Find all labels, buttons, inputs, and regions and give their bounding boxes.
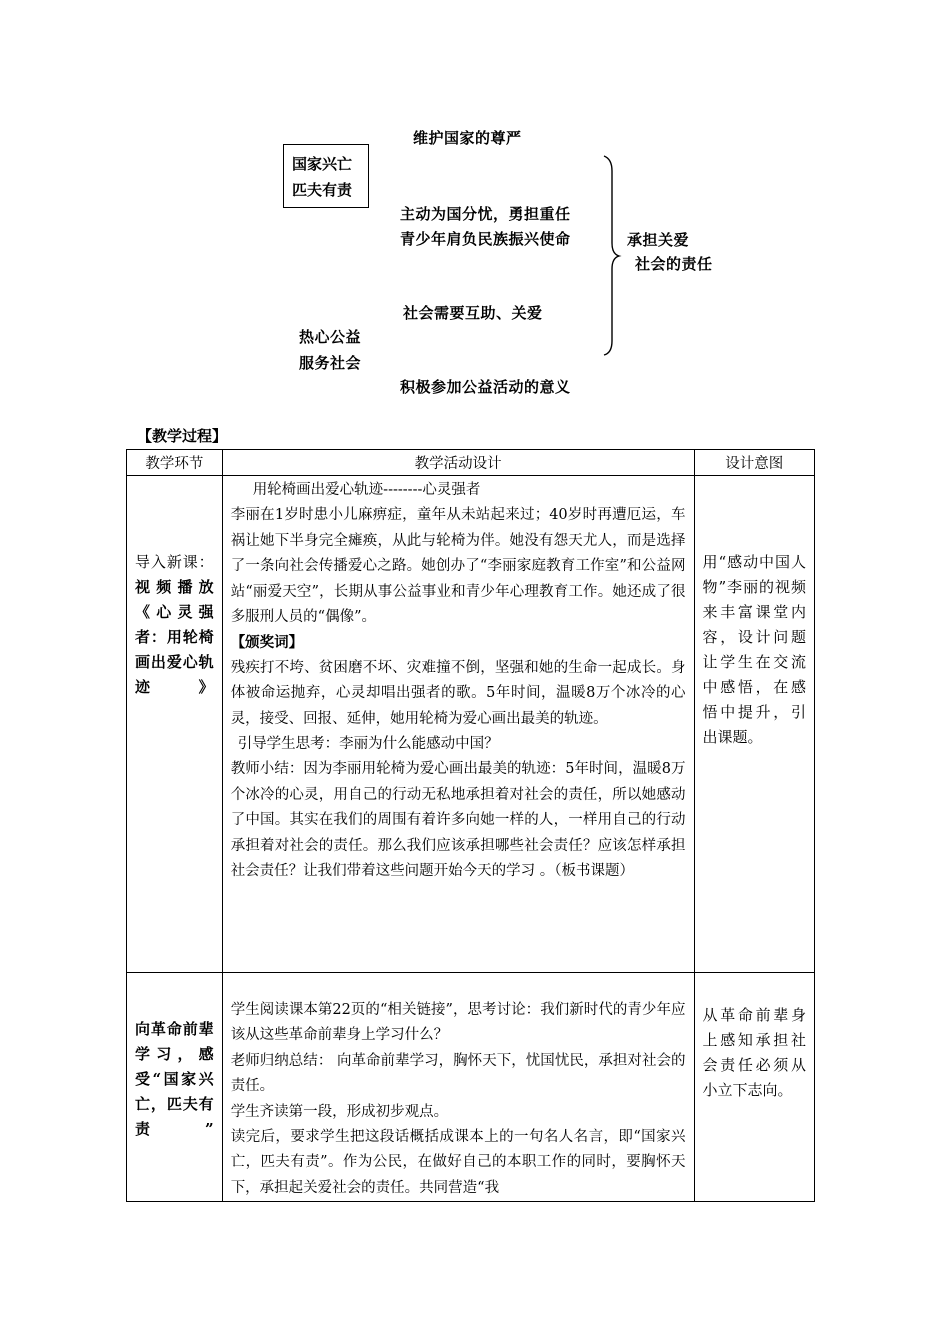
section-title: 【教学过程】 [137,427,228,445]
activity-story: 李丽在1岁时患小儿麻痹症，童年从未站起来过；40岁时再遭厄运，车祸让她下半身完全瘫痪，从此与轮椅为伴。她没有怨天尤人，而是选择了一条向社会传播爱心之路。她创办了“李丽家庭教育工作室”和公益网站“丽爱天空”，长期从事公益事业和青少年心理教育工作。她还成了很多服刑人员的“偶像”。 [230,507,686,626]
award-heading: 【颁奖词】 [230,634,304,652]
teacher-conclusion: 老师归纳总结： 向革命前辈学习，胸怀天下，忧国忧民，承担对社会的责任。 [230,1052,686,1095]
teacher-summary: 教师小结：因为李丽用轮椅为爱心画出最美的轨迹：5年时间，温暖8万个冰冷的心灵，用自己的行动无私地承担着对社会的责任，所以她感动了中国。其实在我们的周围有着许多向她一样的人，一样用自己的行动承担着对社会的责任。那么我们应该承担哪些社会责任？应该怎样承担社会责任？让我们带着这些问题开始今天的学习 。（板书课题） [230,761,686,880]
table-row [127,476,815,973]
stage-intro: 导入新课： [135,553,214,571]
activity-title: 用轮椅画出爱心轨迹--------心灵强者 [252,482,481,498]
diagram-item-youth-mission: 青少年肩负民族振兴使命 [400,230,571,248]
award-text: 残疾打不垮、贫困磨不坏、灾难撞不倒，坚强和她的生命一起成长。身体被命运抛弃，心灵却唱出强者的歌。5年时间，温暖8万个冰冷的心灵，接受、回报、延伸，她用轮椅为爱心画出最美的轨迹。 [230,659,686,727]
table-row [127,973,815,1202]
teaching-process-table [126,449,815,1202]
reading-task: 学生阅读课本第22页的“相关链接”，思考讨论：我们新时代的青少年应该从这些革命前辈身上学习什么？ [230,1002,686,1044]
diagram-item-mutual-help: 社会需要互助、关爱 [403,304,543,322]
box-line-2: 匹夫有责 [292,181,353,199]
box-line-1: 国家兴亡 [292,155,353,173]
header-stage: 教学环节 [127,450,223,476]
summary-task: 读完后，要求学生把这段话概括成课本上的一句名人名言，即“国家兴亡，匹夫有责”。作为公民，在做好自己的本职工作的同时，要胸怀天下，承担起关爱社会的责任。共同营造“我 [230,1129,686,1196]
activity-cell [222,476,694,973]
diagram-item-dignity: 维护国家的尊严 [413,129,522,147]
intent-cell: 用“感动中国人物”李丽的视频来丰富课堂内容，设计问题让学生在交流中感悟，在感悟中提升，引出课题。 [694,476,815,973]
header-activity: 教学活动设计 [222,450,694,476]
diagram-right-line-1: 承担关爱 [627,231,690,249]
activity-cell [222,973,694,1202]
diagram-item-public-welfare: 积极参加公益活动的意义 [400,378,571,396]
header-intent: 设计意图 [694,450,815,476]
diagram-item-share-burden: 主动为国分忧，勇担重任 [400,205,571,223]
intent-cell: 从革命前辈身上感知承担社会责任必须从小立下志向。 [694,973,815,1202]
stage-cell: 向革命前辈学习，感受“国家兴亡，匹夫有责” [127,973,223,1202]
diagram-right-line-2: 社会的责任 [635,255,713,273]
guide-question: 引导学生思考：李丽为什么能感动中国？ [237,736,499,753]
diagram-left2-line-2: 服务社会 [299,354,362,372]
curly-brace-icon [598,155,622,357]
stage-cell [127,476,223,973]
diagram-box [283,144,369,208]
stage-video: 视频播放《心灵强者：用轮椅画出爱心轨迹》 [135,578,214,696]
table-header-row [127,450,815,476]
diagram-left2-line-1: 热心公益 [299,328,362,346]
read-aloud: 学生齐读第一段，形成初步观点。 [230,1103,449,1120]
